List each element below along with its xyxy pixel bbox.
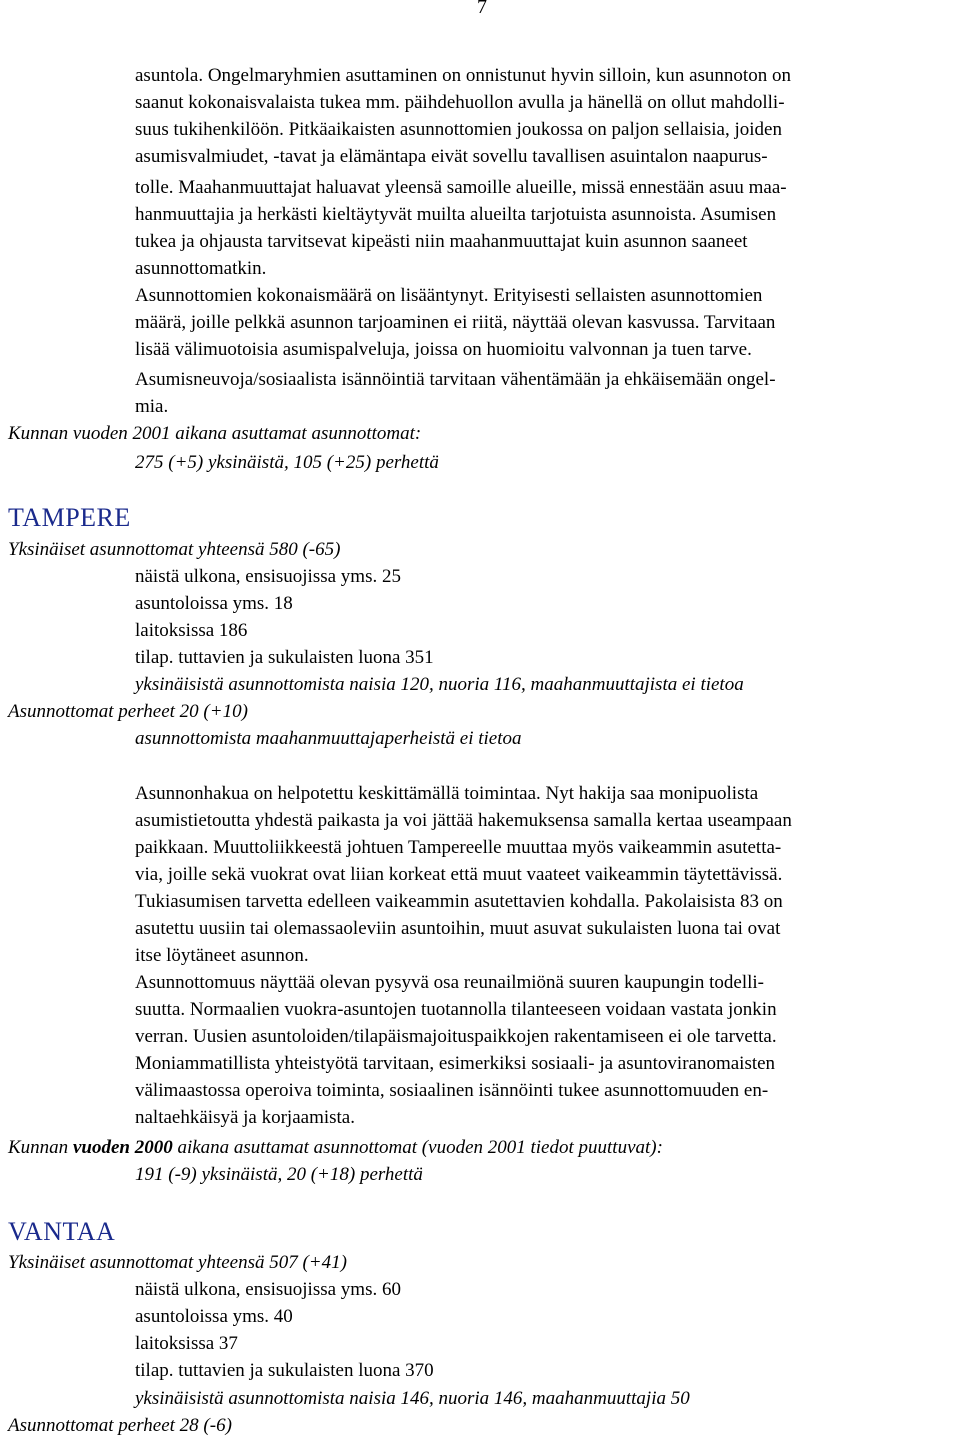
outdoors-count: näistä ulkona, ensisuojissa yms. 25: [135, 566, 401, 587]
singles-total: Yksinäiset asunnottomat yhteensä 507 (+41): [8, 1252, 347, 1273]
families-note: asunnottomista maahanmuuttajaperheistä ei tietoa: [135, 728, 522, 749]
text-line: määrä, joille pelkkä asunnon tarjoaminen ei riitä, näyttää olevan kasvussa. Tarvitaan: [135, 312, 776, 333]
text-line: välimaastossa operoiva toiminta, sosiaalinen isännöinti tukee asunnottomuuden en-: [135, 1080, 769, 1101]
housed-label-pre: Kunnan: [8, 1137, 73, 1158]
text-line: itse löytäneet asunnon.: [135, 945, 309, 966]
text-line: tukea ja ohjausta tarvitsevat kipeästi niin maahanmuuttajat kuin asunnon saaneet: [135, 231, 748, 252]
institutions-count: laitoksissa 37: [135, 1333, 238, 1354]
text-line: Tukiasumisen tarvetta edelleen vaikeammin asutettavien kohdalla. Pakolaisista 83 on: [135, 891, 783, 912]
text-line: Asumisneuvoja/sosiaalista isännöintiä tarvitaan vähentämään ja ehkäisemään ongel-: [135, 369, 776, 390]
temporary-count: tilap. tuttavien ja sukulaisten luona 351: [135, 647, 434, 668]
text-line: asuntola. Ongelmaryhmien asuttaminen on onnistunut hyvin silloin, kun asunnoton on: [135, 65, 791, 86]
singles-breakdown: yksinäisistä asunnottomista naisia 146, nuoria 146, maahanmuuttajia 50: [135, 1388, 690, 1409]
singles-breakdown: yksinäisistä asunnottomista naisia 120, nuoria 116, maahanmuuttajista ei tietoa: [135, 674, 744, 695]
housed-label-2000: [8, 1137, 663, 1159]
text-line: suus tukihenkilöön. Pitkäaikaisten asunnottomien joukossa on paljon sellaisia, joiden: [135, 119, 782, 140]
page-number: 7: [477, 0, 487, 18]
families-total: Asunnottomat perheet 28 (-6): [8, 1415, 232, 1436]
text-line: mia.: [135, 396, 169, 417]
text-line: naltaehkäisyä ja korjaamista.: [135, 1107, 355, 1128]
housed-label: Kunnan vuoden 2001 aikana asuttamat asunnottomat:: [8, 423, 422, 444]
temporary-count: tilap. tuttavien ja sukulaisten luona 370: [135, 1360, 434, 1381]
hostels-count: asuntoloissa yms. 40: [135, 1306, 293, 1327]
text-line: suutta. Normaalien vuokra-asuntojen tuotannolla tilanteeseen voidaan vastata jonkin: [135, 999, 777, 1020]
outdoors-count: näistä ulkona, ensisuojissa yms. 60: [135, 1279, 401, 1300]
institutions-count: laitoksissa 186: [135, 620, 248, 641]
text-line: Asunnonhakua on helpotettu keskittämällä toimintaa. Nyt hakija saa monipuolista: [135, 783, 759, 804]
text-line: asutettu uusiin tai olemassaoleviin asuntoihin, muut asuvat sukulaisten luona tai ovat: [135, 918, 781, 939]
text-line: asumistietoutta yhdestä paikasta ja voi jättää hakemuksensa samalla kertaa useampaan: [135, 810, 792, 831]
section-heading-vantaa: VANTAA: [8, 1217, 116, 1246]
text-line: verran. Uusien asuntoloiden/tilapäismajoituspaikkojen rakentamiseen ei ole tarvetta.: [135, 1026, 777, 1047]
housed-label-year: vuoden 2000: [72, 1137, 173, 1158]
housed-label-post: aikana asuttamat asunnottomat (vuoden 2001 tiedot puuttuvat):: [172, 1137, 663, 1158]
singles-total: Yksinäiset asunnottomat yhteensä 580 (-65): [8, 539, 341, 560]
text-line: tolle. Maahanmuuttajat haluavat yleensä samoille alueille, missä ennestään asuu maa-: [135, 177, 787, 198]
text-line: Asunnottomuus näyttää olevan pysyvä osa reunailmiönä suuren kaupungin todelli-: [135, 972, 764, 993]
text-line: Asunnottomien kokonaismäärä on lisääntynyt. Erityisesti sellaisten asunnottomien: [135, 285, 763, 306]
housed-value-2000: 191 (-9) yksinäistä, 20 (+18) perhettä: [135, 1164, 423, 1185]
text-line: paikkaan. Muuttoliikkeestä johtuen Tampereelle muuttaa myös vaikeammin asutetta-: [135, 837, 782, 858]
text-line: asumisvalmiudet, -tavat ja elämäntapa eivät sovellu tavallisen asuintalon naapurus-: [135, 146, 768, 167]
section-heading-tampere: TAMPERE: [8, 503, 131, 532]
text-line: asunnottomatkin.: [135, 258, 267, 279]
housed-value: 275 (+5) yksinäistä, 105 (+25) perhettä: [135, 452, 439, 473]
text-line: lisää välimuotoisia asumispalveluja, joissa on huomioitu valvonnan ja tuen tarve.: [135, 339, 752, 360]
hostels-count: asuntoloissa yms. 18: [135, 593, 293, 614]
families-total: Asunnottomat perheet 20 (+10): [8, 701, 248, 722]
text-line: Moniammatillista yhteistyötä tarvitaan, esimerkiksi sosiaali- ja asuntoviranomaisten: [135, 1053, 776, 1074]
text-line: hanmuuttajia ja herkästi kieltäytyvät muilta alueilta tarjotuista asunnoista. Asumisen: [135, 204, 777, 225]
text-line: via, joille sekä vuokrat ovat liian korkeat että muut vaateet vaikeammin täytettävissä.: [135, 864, 783, 885]
text-line: saanut kokonaisvalaista tukea mm. päihdehuollon avulla ja hänellä on ollut mahdolli-: [135, 92, 785, 113]
